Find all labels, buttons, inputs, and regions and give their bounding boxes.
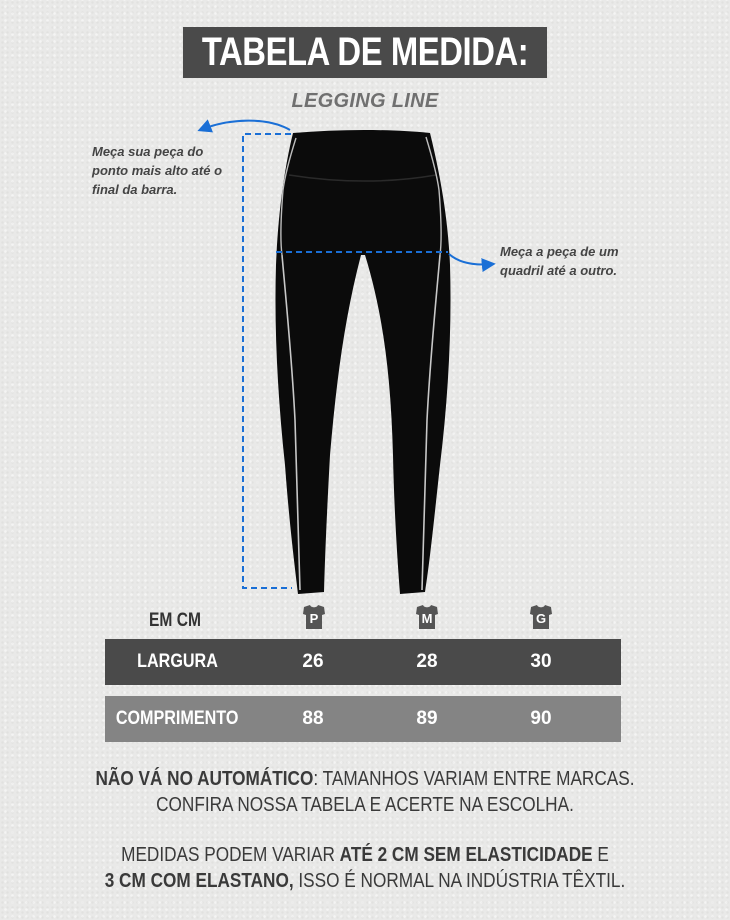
tolerance-text: E [592, 844, 609, 866]
size-label: M [421, 611, 433, 626]
size-badge-m [414, 604, 440, 630]
size-label: G [535, 611, 547, 626]
tolerance-emphasis: 3 CM COM ELASTANO, [104, 870, 294, 892]
size-badge-g [528, 604, 554, 630]
advice-emphasis: NÃO VÁ NO AUTOMÁTICO [95, 768, 314, 790]
tolerance-emphasis: ATÉ 2 CM SEM ELASTICIDADE [339, 844, 593, 866]
hip-instruction: Meça a peça de um quadril até a outro. [500, 244, 619, 278]
row-label: LARGURA [137, 651, 218, 672]
cell-value: 89 [416, 708, 438, 729]
tolerance-note [0, 842, 730, 894]
row-label: COMPRIMENTO [116, 708, 239, 729]
table-row-largura [105, 639, 621, 685]
advice-text-line2: CONFIRA NOSSA TABELA E ACERTE NA ESCOLHA. [156, 794, 574, 816]
cell-value: 30 [530, 651, 552, 672]
unit-label: EM CM [149, 610, 201, 631]
tolerance-text: MEDIDAS PODEM VARIAR [121, 844, 340, 866]
cell-value: 26 [302, 651, 324, 672]
cell-value: 90 [530, 708, 552, 729]
table-row-comprimento [105, 696, 621, 742]
cell-value: 28 [416, 651, 438, 672]
length-callout-arrow [200, 121, 290, 130]
size-badge-p [301, 604, 327, 630]
tolerance-text: ISSO É NORMAL NA INDÚSTRIA TÊXTIL. [293, 870, 626, 892]
cell-value: 88 [302, 708, 324, 729]
size-label: P [309, 611, 319, 626]
product-name: LEGGING LINE [291, 90, 439, 112]
advice-text: : TAMANHOS VARIAM ENTRE MARCAS. [313, 768, 635, 790]
hip-callout-arrow [449, 254, 493, 265]
page-title: TABELA DE MEDIDA: [201, 30, 529, 74]
size-advice-note [0, 766, 730, 818]
legging-illustration [275, 130, 450, 594]
length-instruction: Meça sua peça do ponto mais alto até o final da barra. [92, 144, 223, 197]
